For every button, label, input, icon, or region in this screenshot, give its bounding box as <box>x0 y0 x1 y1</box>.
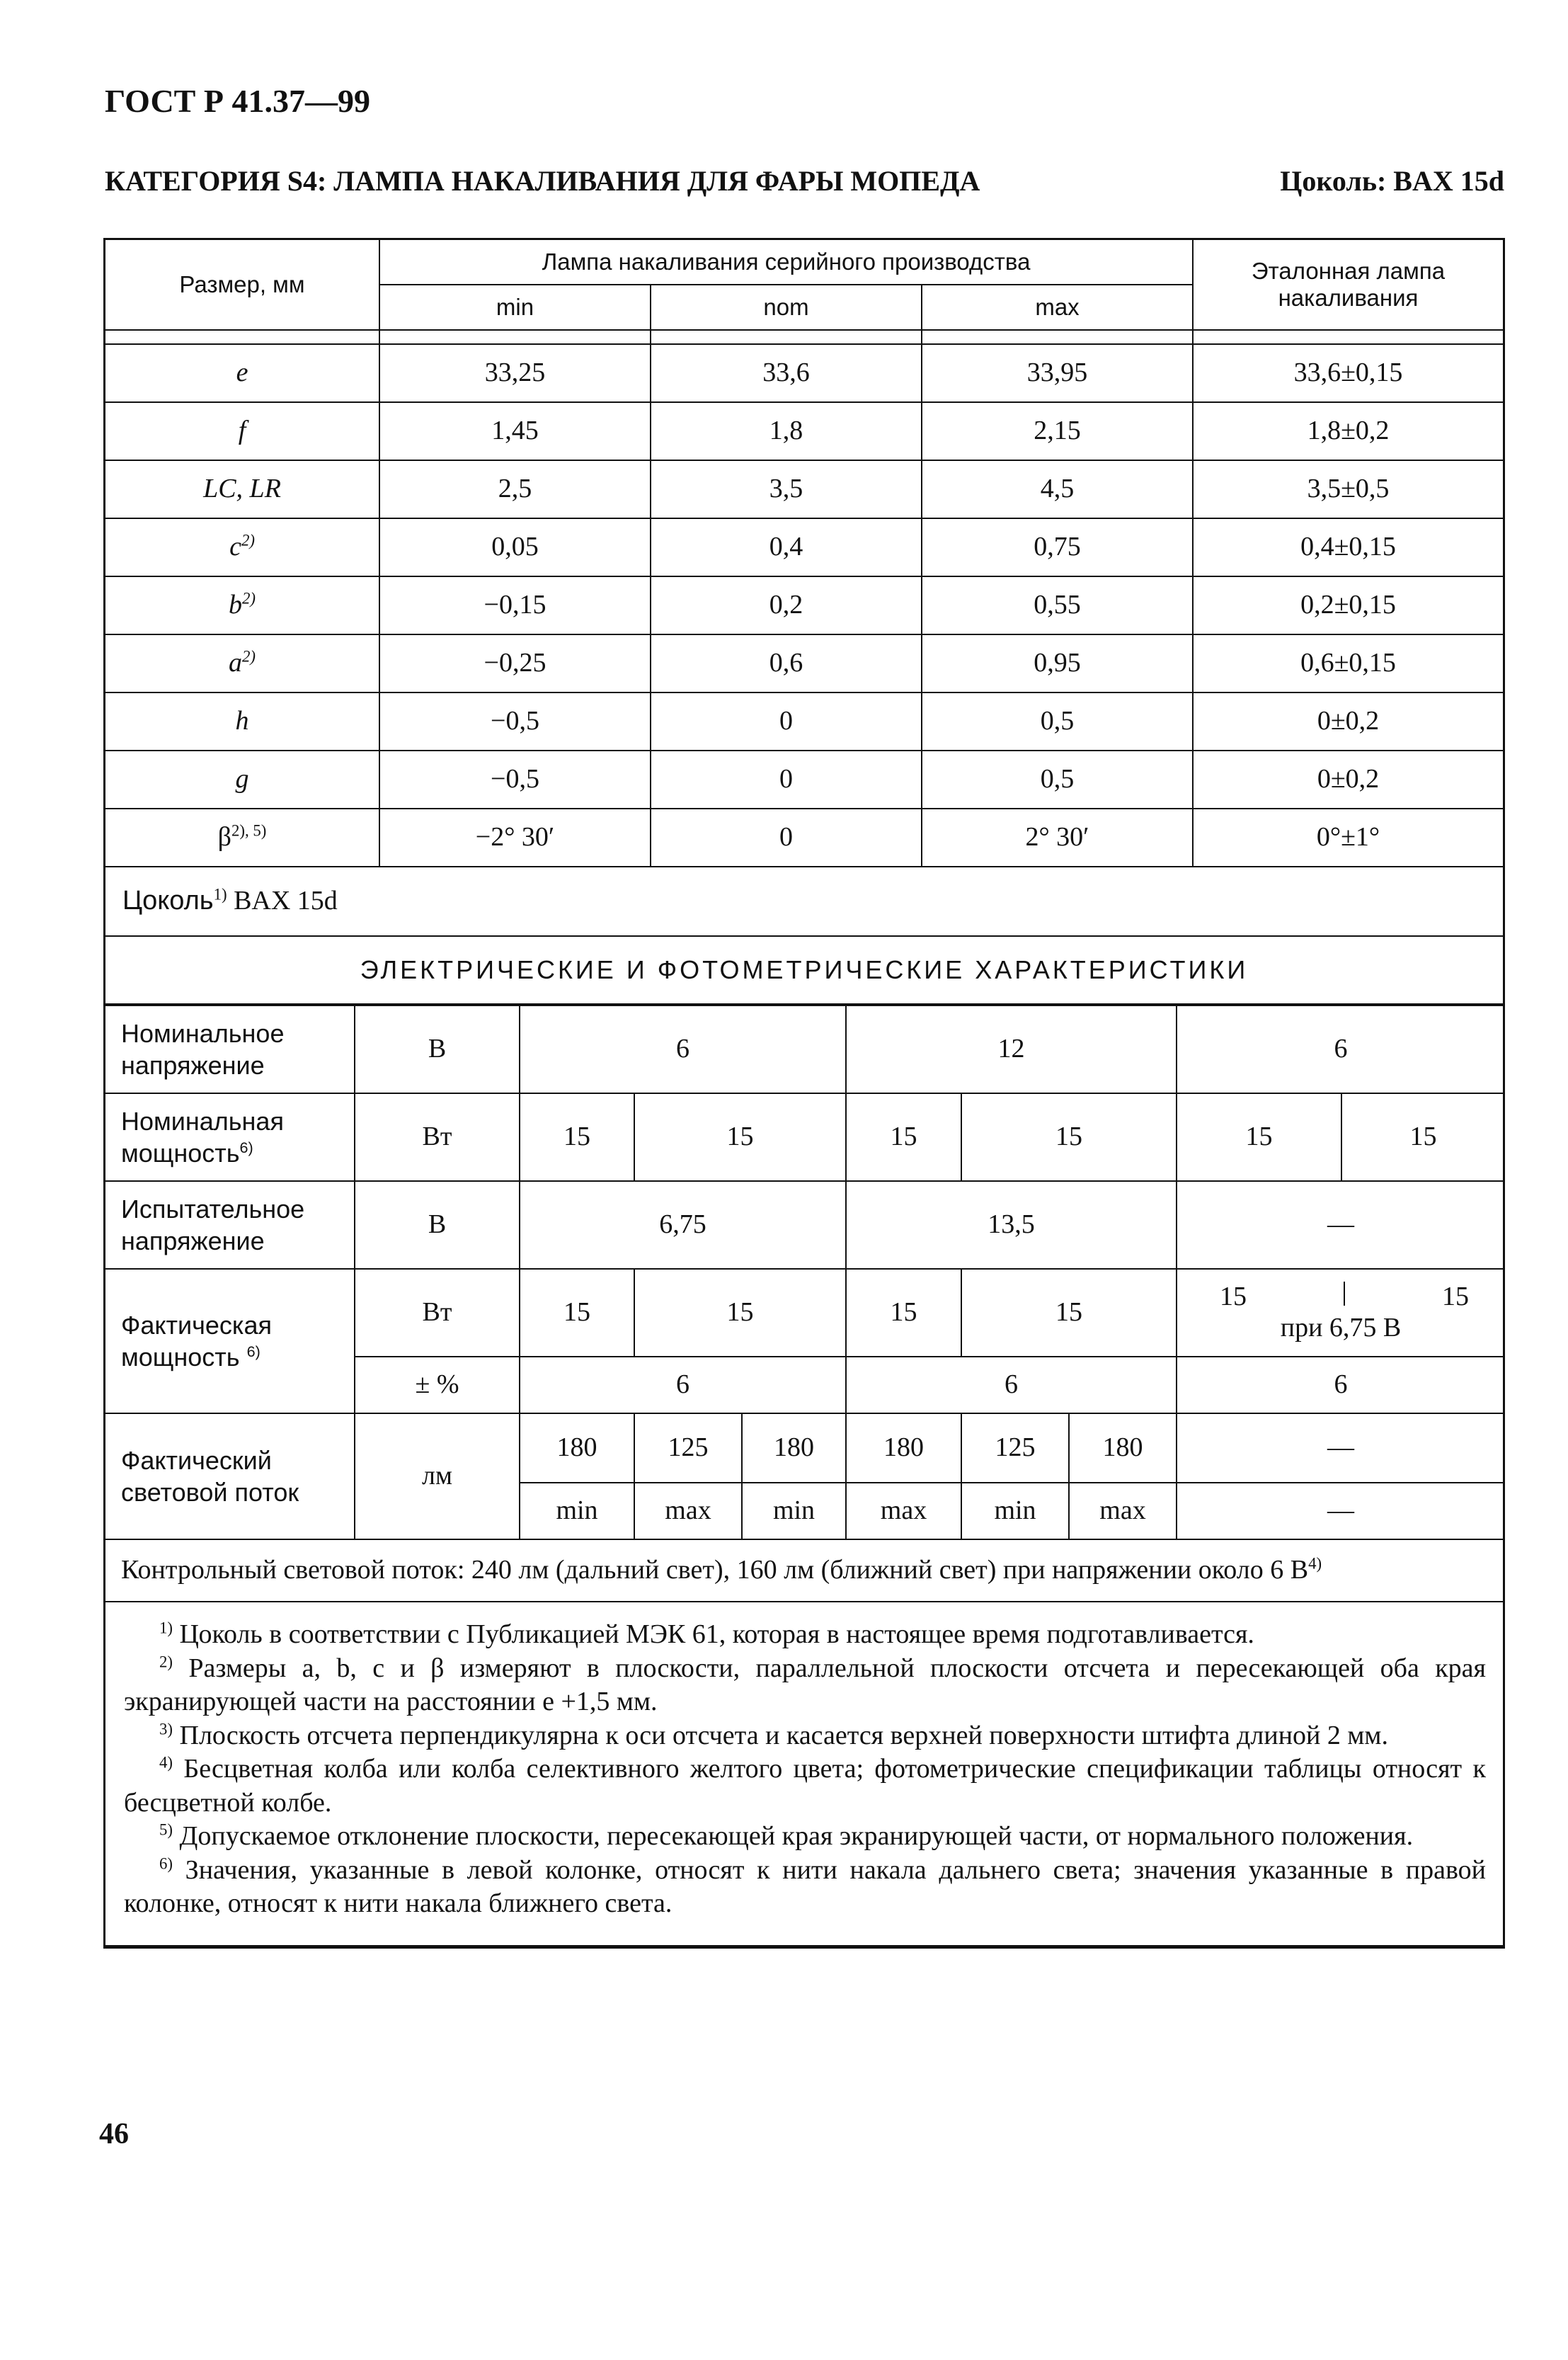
footnote: $^{3)}$ Плоскость отсчета перпендикулярна к оси отсчета и касается верхней поверхности штифта длиной 2 мм. <box>159 1719 1388 1750</box>
footnotes <box>105 1602 1504 1946</box>
table-row: $\beta^{2), 5)}$ −2° 30′ 0 2° 30′ 0°±1° <box>105 809 1503 867</box>
section-title-electrical: ЭЛЕКТРИЧЕСКИЕ И ФОТОМЕТРИЧЕСКИЕ ХАРАКТЕРИСТИКИ <box>105 936 1503 1004</box>
rated-power-label: Номинальная мощность$^{6)}$ <box>105 1093 355 1181</box>
test-voltage-label: Испытательное напряжение <box>105 1181 355 1269</box>
table-row: LC, LR 2,5 3,5 4,5 3,5±0,5 <box>105 460 1503 518</box>
rated-voltage-label: Номинальное напряжение <box>105 1005 355 1093</box>
category-title: КАТЕГОРИЯ S4: ЛАМПА НАКАЛИВАНИЯ ДЛЯ ФАРЫ МОПЕДА <box>105 165 980 197</box>
control-flux-row: Контрольный световой поток: 240 лм (дальний свет), 160 лм (ближний свет) при напряжении около 6 $В^{4)}$ <box>105 1539 1504 1602</box>
header-min: min <box>379 285 651 330</box>
actual-power-reference: 15 15 при 6,75 В <box>1177 1269 1504 1357</box>
header-nom: nom <box>651 285 922 330</box>
table-row: Номинальная мощность$^{6)}$ Вт 15 15 15 15 15 15 <box>105 1093 1504 1181</box>
footnote: $^{2)}$ Размеры a, b, c и β измеряют в плоскости, параллельной плоскости отсчета и пересекающей оба края экранирующей части на расстоянии e +1,5 мм. <box>124 1652 1487 1716</box>
table-row: min max min max min max — <box>105 1483 1504 1539</box>
footnote: $^{4)}$ Бесцветная колба или колба селективного желтого цвета; фотометрические спецификации таблицы относят к бесцветной колбе. <box>124 1753 1487 1818</box>
table-row: Фактическая мощность $^{6)}$ Вт 15 15 15 15 15 15 при 6,75 В <box>105 1269 1504 1357</box>
footnote: $^{5)}$ Допускаемое отклонение плоскости, пересекающей края экранирующей части, от нормального положения. <box>159 1820 1414 1851</box>
header-max: max <box>922 285 1193 330</box>
table-row: e 33,25 33,6 33,95 33,6±0,15 <box>105 344 1503 402</box>
document-code: ГОСТ Р 41.37—99 <box>105 83 370 119</box>
specification-table <box>103 238 1505 1949</box>
table-row: $b^{2)}$ −0,15 0,2 0,55 0,2±0,15 <box>105 576 1503 634</box>
header-reference-lamp: Эталонная лампа накаливания <box>1193 240 1503 330</box>
table-row: $a^{2)}$ −0,25 0,6 0,95 0,6±0,15 <box>105 634 1503 692</box>
table-row: Номинальное напряжение В 6 12 6 <box>105 1005 1504 1093</box>
table-row: g −0,5 0 0,5 0±0,2 <box>105 751 1503 809</box>
table-row: Испытательное напряжение В 6,75 13,5 — <box>105 1181 1504 1269</box>
page-number: 46 <box>99 2118 129 2150</box>
table-row: Фактический световой поток лм 180 125 180 180 125 180 — <box>105 1413 1504 1483</box>
luminous-flux-label: Фактический световой поток <box>105 1413 355 1539</box>
dimensions-table <box>105 240 1503 1005</box>
header-size: Размер, мм <box>105 240 379 330</box>
table-row: ± % 6 6 6 <box>105 1357 1504 1413</box>
actual-power-label: Фактическая мощность $^{6)}$ <box>105 1269 355 1413</box>
footnote: $^{6)}$ Значения, указанные в левой колонке, относят к нити накала дальнего света; значения указанные в правой колонке, относят к нити накала ближнего света. <box>124 1854 1487 1918</box>
table-row: $c^{2)}$ 0,05 0,4 0,75 0,4±0,15 <box>105 518 1503 576</box>
footnote: $^{1)}$ Цоколь в соответствии с Публикацией МЭК 61, которая в настоящее время подготавливается. <box>159 1619 1254 1649</box>
table-row: f 1,45 1,8 2,15 1,8±0,2 <box>105 402 1503 460</box>
base-type-label: Цоколь: BAX 15d <box>1280 165 1504 197</box>
table-row: h −0,5 0 0,5 0±0,2 <box>105 692 1503 751</box>
electrical-table <box>105 1005 1504 1946</box>
header-serial-lamp: Лампа накаливания серийного производства <box>379 240 1193 285</box>
base-row: Цоколь$^{1)}$ BAX 15d <box>105 867 1503 936</box>
